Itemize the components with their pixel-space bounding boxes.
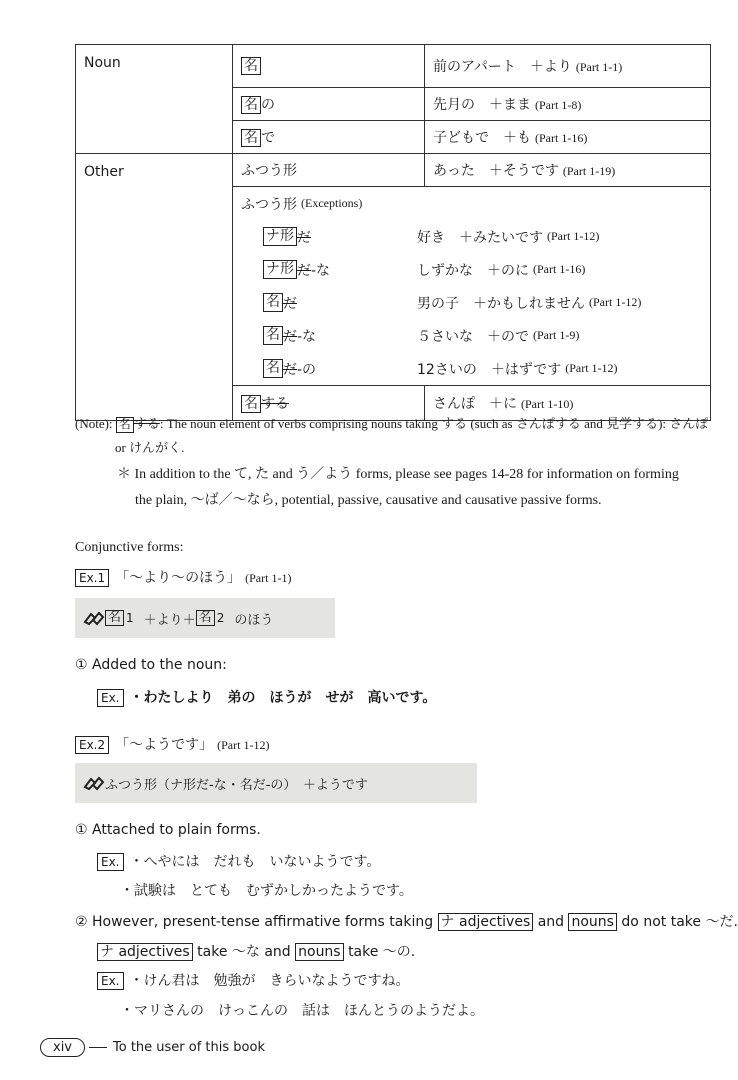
- pattern-text: ＋より＋: [143, 612, 196, 628]
- exception-example: [417, 220, 641, 253]
- exception-example: [417, 253, 641, 286]
- exception-example: [417, 319, 641, 352]
- noun-box: 名: [263, 326, 283, 344]
- rule-item: [75, 911, 738, 931]
- part-ref: (Part 1-1): [245, 571, 292, 585]
- struck-text: だ: [283, 328, 297, 345]
- rule-text: take ～な and: [197, 944, 291, 960]
- example-cell: [425, 154, 711, 187]
- form-suffix: -の: [297, 361, 317, 378]
- noun-box: 名: [241, 129, 261, 147]
- part-ref: (Part 1-12): [547, 229, 600, 243]
- part-ref: (Part 1-1): [575, 60, 623, 74]
- part-ref: (Part 1-12): [565, 361, 618, 375]
- exception-form: [241, 253, 400, 286]
- struck-text: する: [261, 395, 289, 412]
- example-1-header: [75, 567, 291, 587]
- sentence-text: ・へやには だれも いないようです。: [129, 854, 381, 870]
- star-note-line: ＊ In addition to the て, た and う／よう forms, please see pages 14-28 for information on forming: [117, 467, 679, 482]
- exception-form: [241, 220, 400, 253]
- pattern-text: のほう: [234, 612, 274, 628]
- part-ref: (Part 1-16): [535, 131, 588, 145]
- struck-text: だ: [283, 295, 297, 312]
- example-text: 好き ＋みたいです: [417, 229, 543, 246]
- ex-label: Ex.: [97, 972, 124, 990]
- sentence-text: ・けん君は 勉強が きらいなようですね。: [129, 973, 410, 989]
- note-text-continued: or けんがく.: [115, 440, 185, 455]
- example-sentence: [97, 687, 436, 707]
- table-row: [76, 45, 711, 88]
- struck-text: だ: [283, 361, 297, 378]
- noun-box: 名: [116, 417, 134, 433]
- example-cell: [425, 45, 711, 88]
- example-text: あった ＋そうです: [433, 163, 559, 179]
- ex-label: Ex.: [97, 853, 124, 871]
- rule-text: do not take ～だ.: [621, 914, 738, 930]
- form-text: ふつう形: [241, 163, 297, 179]
- rule-item: ① Added to the noun:: [75, 657, 227, 673]
- example-text: さんぽ ＋に: [433, 396, 517, 412]
- exceptions-label: (Exceptions): [301, 196, 363, 210]
- example-title: 「～より～のほう」: [115, 570, 242, 586]
- exception-form: [241, 352, 400, 385]
- example-sentence: [97, 851, 380, 871]
- part-ref: (Part 1-12): [217, 738, 270, 752]
- noun-box: 名: [263, 359, 283, 377]
- nouns-box: nouns: [568, 913, 616, 931]
- category-other: [76, 154, 233, 421]
- pattern-box-2: [75, 763, 477, 803]
- note-paragraph: [75, 412, 711, 460]
- exceptions-examples: [400, 187, 641, 385]
- part-ref: (Part 1-8): [535, 98, 582, 112]
- pencil-icon: [83, 775, 105, 791]
- form-cell: [233, 45, 425, 88]
- category-noun: [76, 45, 233, 154]
- example-text: 12さいの ＋はずです: [417, 361, 562, 378]
- exception-form: [241, 319, 400, 352]
- form-suffix: -な: [311, 262, 331, 279]
- exception-example: [417, 352, 641, 385]
- example-text: 男の子 ＋かもしれません: [417, 295, 585, 312]
- form-cell: [233, 88, 425, 121]
- noun-box: 名: [241, 57, 261, 75]
- form-suffix: -な: [297, 328, 317, 345]
- part-ref: (Part 1-19): [562, 164, 616, 178]
- section-heading: Conjunctive forms:: [75, 540, 184, 555]
- form-suffix: の: [261, 96, 275, 113]
- exception-example: [417, 286, 641, 319]
- ex-label: Ex.: [97, 689, 124, 707]
- na-adj-box: ナ形: [263, 260, 297, 278]
- table-row: [76, 154, 711, 187]
- part-ref: (Part 1-12): [589, 295, 642, 309]
- footer-rule: [89, 1047, 107, 1048]
- grammar-table: [75, 44, 711, 421]
- form-cell: [233, 154, 425, 187]
- part-ref: (Part 1-16): [533, 262, 586, 276]
- category-label: Noun: [84, 55, 121, 71]
- rule-item: [97, 941, 415, 961]
- page-number: xiv: [40, 1038, 85, 1057]
- ex-label: Ex.2: [75, 736, 109, 754]
- exceptions-header: [241, 187, 400, 220]
- example-text: しずかな ＋のに: [417, 262, 529, 279]
- noun-box: 名: [241, 96, 261, 114]
- part-ref: (Part 1-10): [521, 397, 574, 411]
- ex-label: Ex.1: [75, 569, 109, 587]
- struck-text: する: [133, 416, 160, 431]
- example-sentence: [97, 970, 410, 990]
- rule-text: and: [537, 914, 565, 930]
- pattern-box-1: 名 1 ＋より＋ 名 2 のほう: [75, 598, 335, 638]
- struck-text: だ: [297, 262, 311, 279]
- example-text: 先月の ＋まま: [433, 97, 531, 113]
- exceptions-cell: [233, 187, 711, 386]
- noun-box: 名: [263, 293, 283, 311]
- footer-text: To the user of this book: [113, 1040, 265, 1055]
- note-line: [75, 412, 711, 436]
- form-suffix: で: [261, 129, 275, 146]
- star-note: [117, 462, 711, 514]
- example-text: 前のアパート ＋より: [433, 59, 572, 75]
- pattern-text: ふつう形（ナ形だ-な・名だ-の） ＋ようです: [105, 777, 368, 793]
- na-adjectives-box: ナ adjectives: [438, 913, 534, 931]
- nouns-box: nouns: [295, 943, 343, 961]
- page-footer: [40, 1038, 265, 1057]
- exception-form: [241, 286, 400, 319]
- example-text: 子どもで ＋も: [433, 130, 531, 146]
- example-cell: [425, 121, 711, 154]
- form-text: ふつう形: [241, 196, 297, 213]
- example-text: ５さいな ＋ので: [417, 328, 529, 345]
- example-title: 「～ようです」: [115, 737, 214, 753]
- exceptions-forms: [241, 187, 400, 385]
- example-cell: [425, 88, 711, 121]
- note-prefix: (Note):: [75, 416, 113, 431]
- struck-text: だ: [297, 229, 311, 246]
- noun-box: 名: [241, 395, 261, 413]
- sentence-text: ・マリさんの けっこんの 話は ほんとうのようだよ。: [120, 1003, 484, 1019]
- example-2-header: [75, 734, 269, 754]
- note-text: : The noun element of verbs comprising nouns taking する (such as さんぽする and 見学する): さんぽ: [159, 416, 709, 431]
- noun-box: 名: [196, 610, 215, 627]
- sentence-text: ・試験は とても むずかしかったようです。: [120, 883, 413, 899]
- na-adj-box: ナ形: [263, 227, 297, 245]
- pencil-icon: [83, 610, 105, 626]
- rule-item: ① Attached to plain forms.: [75, 822, 261, 838]
- star-note-line: the plain, ～ば／～なら, potential, passive, causative and causative passive forms.: [135, 493, 602, 508]
- noun-box: 名: [105, 610, 124, 627]
- sentence-text: ・わたしより 弟の ほうが せが 高いです。: [129, 690, 437, 706]
- category-label: Other: [84, 164, 124, 180]
- rule-text: ② However, present-tense affirmative forms taking: [75, 914, 434, 930]
- part-ref: (Part 1-9): [533, 328, 580, 342]
- rule-text: take ～の.: [348, 944, 416, 960]
- na-adjectives-box: ナ adjectives: [97, 943, 193, 961]
- form-cell: [233, 121, 425, 154]
